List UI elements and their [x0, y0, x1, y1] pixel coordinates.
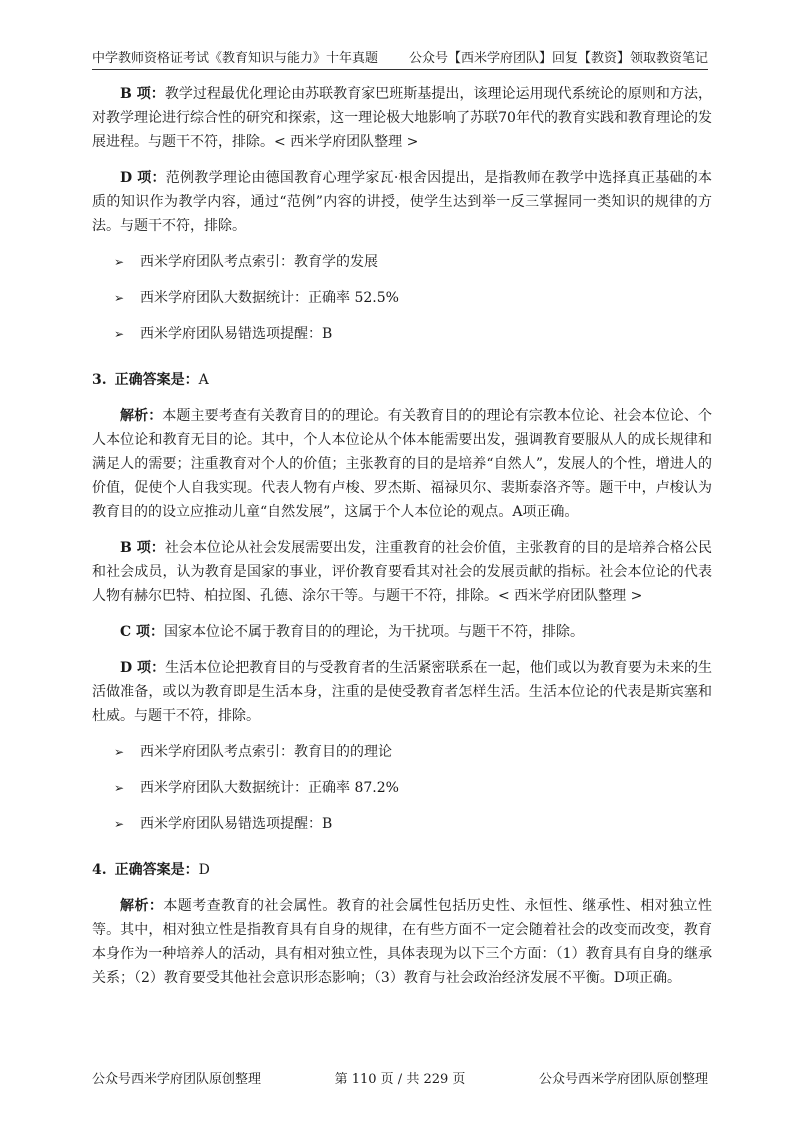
bullet-text: 西米学府团队易错选项提醒：B: [140, 326, 333, 342]
q3-option-d: [92, 656, 712, 728]
list-item: [114, 776, 712, 800]
q3-option-d-text: 生活本位论把教育目的与受教育者的生活紧密联系在一起，他们或以为教育要为未来的生活做准备，或以为教育即是生活本身，注重的是使受教育者怎样生活。生活本位论的代表是斯宾塞和杜威。与题干不符，排除。: [92, 660, 713, 724]
q3-analysis-text: 本题主要考查有关教育目的的理论。有关教育目的的理论有宗教本位论、社会本位论、个人本位论和教育无目的论。其中，个人本位论从个体本能需要出发，强调教育要服从人的成长规律和满足人的需要；注重教育对个人的价值；主张教育的目的是培养“自然人”，发展人的个性，增进人的价值，促使个人自我实现。代表人物有卢梭、罗杰斯、福禄贝尔、裴斯泰洛齐等。题干中，卢梭认为教育目的的设立应推动儿童“自然发展”，这属于个人本位论的观点。A项正确。: [92, 408, 713, 520]
q4-analysis: [92, 894, 712, 990]
footer-left: 公众号西米学府团队原创整理: [92, 1072, 262, 1087]
answer-value: D: [198, 862, 210, 878]
header-right-note: 公众号【西米学府团队】回复【教资】领取教资笔记: [408, 51, 708, 66]
section-d1: [92, 166, 712, 238]
list-item: [114, 322, 712, 346]
page-footer: [92, 1068, 708, 1087]
question-number: 3.: [92, 372, 107, 388]
q3-option-d-label: D 项：: [120, 660, 166, 676]
q4-analysis-label: 解析：: [120, 898, 164, 914]
arrow-bullet-icon: ➢: [114, 745, 125, 759]
list-item: [114, 286, 712, 310]
q3-option-b: [92, 536, 712, 608]
section-b1-label: B 项：: [120, 86, 165, 102]
bullet-text: 西米学府团队大数据统计：正确率 87.2%: [140, 780, 399, 796]
q4-analysis-text: 本题考查教育的社会属性。教育的社会属性包括历史性、永恒性、继承性、相对独立性等。其中，相对独立性是指教育具有自身的规律，在有些方面不一定会随着社会的改变而改变，教育本身作为一种培养人的活动，具有相对独立性，具体表现为以下三个方面：（1）教育具有自身的继承关系；（2）教育要受其他社会意识形态影响；（3）教育与社会政治经济发展不平衡。D项正确。: [92, 898, 713, 986]
q3-option-b-text: 社会本位论从社会发展需要出发，注重教育的社会价值，主张教育的目的是培养合格公民和社会成员，认为教育是国家的事业，评价教育要看其对社会的发展贡献的指标。社会本位论的代表人物有赫尔巴特、柏拉图、孔德、涂尔干等。与题干不符，排除。< 西米学府团队整理 >: [92, 540, 712, 604]
bullet-text: 西米学府团队易错选项提醒：B: [140, 816, 333, 832]
page-number: 第 110 页 / 共 229 页: [334, 1072, 466, 1087]
arrow-bullet-icon: ➢: [114, 255, 125, 269]
page-header: [92, 44, 708, 70]
section-d1-label: D 项：: [120, 170, 166, 186]
q3-option-c-label: C 项：: [120, 624, 165, 640]
question-3-answer: [92, 368, 712, 392]
question-number: 4.: [92, 862, 107, 878]
list-item: [114, 812, 712, 836]
bullet-text: 西米学府团队考点索引：教育学的发展: [140, 254, 378, 270]
arrow-bullet-icon: ➢: [114, 817, 125, 831]
bullet-text: 西米学府团队考点索引：教育目的的理论: [140, 744, 392, 760]
list-item: [114, 740, 712, 764]
arrow-bullet-icon: ➢: [114, 327, 125, 341]
q3-option-b-label: B 项：: [120, 540, 165, 556]
bullet-text: 西米学府团队大数据统计：正确率 52.5%: [140, 290, 399, 306]
page-content: [92, 82, 712, 1002]
answer-title: 正确答案是：: [114, 862, 199, 878]
answer-value: A: [198, 372, 209, 388]
section-d1-text: 范例教学理论由德国教育心理学家瓦·根舍因提出，是指教师在教学中选择真正基础的本质的知识作为教学内容，通过“范例”内容的讲授，使学生达到举一反三掌握同一类知识的规律的方法。与题干不符，排除。: [92, 170, 713, 234]
q3-analysis-label: 解析：: [120, 408, 163, 424]
section-b1-text: 教学过程最优化理论由苏联教育家巴班斯基提出，该理论运用现代系统论的原则和方法，对教学理论进行综合性的研究和探索，这一理论极大地影响了苏联70年代的教育实践和教育理论的发展进程。与题干不符，排除。< 西米学府团队整理 >: [92, 86, 712, 150]
answer-title: 正确答案是：: [114, 372, 199, 388]
arrow-bullet-icon: ➢: [114, 781, 125, 795]
arrow-bullet-icon: ➢: [114, 291, 125, 305]
list-item: [114, 250, 712, 274]
question-4-answer: [92, 858, 712, 882]
q3-option-c-text: 国家本位论不属于教育目的的理论，为干扰项。与题干不符，排除。: [164, 624, 585, 640]
q3-analysis: [92, 404, 712, 524]
header-left-title: 中学教师资格证考试《教育知识与能力》十年真题: [92, 51, 379, 66]
section-b1: [92, 82, 712, 154]
q3-option-c: [92, 620, 712, 644]
footer-right: 公众号西米学府团队原创整理: [538, 1072, 708, 1087]
